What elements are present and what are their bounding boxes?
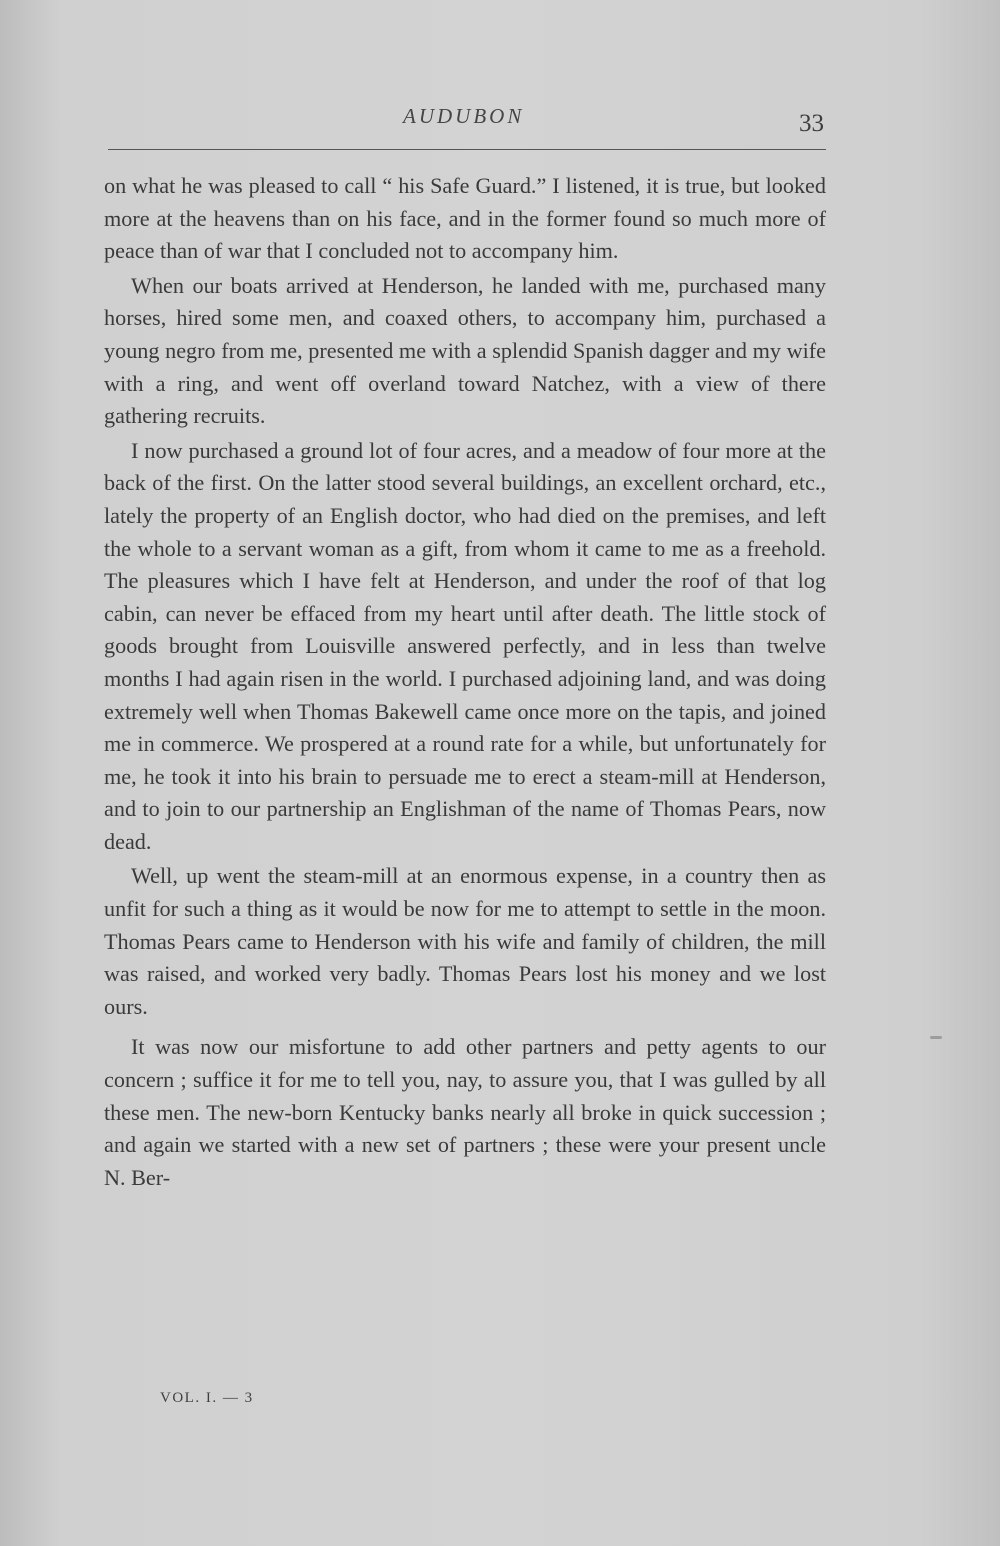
paragraph-3: I now purchased a ground lot of four acres, and a meadow of four more at the back of the first. On the latter stood several buildings, an excellent orchard, etc., lately the property of an English doctor, who had died on the premises, and left the whole to a servant woman as a gift, from whom it came to me as a freehold. The pleasures which I have felt at Henderson, and under the roof of that log cabin, can never be effaced from my heart until after death. The little stock of goods brought from Louisville answered perfectly, and in less than twelve months I had again risen in the world. I purchased adjoining land, and was doing extremely well when Thomas Bakewell came once more on the tapis, and joined me in commerce. We prospered at a round rate for a while, but unfortunately for me, he took it into his brain to persuade me to erect a steam-mill at Henderson, and to join to our partnership an Englishman of the name of Thomas Pears, now dead.	[104, 437, 826, 854]
running-head	[108, 104, 828, 148]
paper-speck	[930, 1036, 942, 1039]
running-title: AUDUBON	[403, 104, 525, 128]
header-rule	[108, 149, 826, 150]
paragraph-2: When our boats arrived at Henderson, he landed with me, purchased many horses, hired some men, and coaxed others, to accompany him, purchased a young negro from me, presented me with a splendid Spanish dagger and my wife with a ring, and went off overland toward Natchez, with a view of there gathering recruits.	[104, 272, 826, 429]
page-number: 33	[799, 110, 824, 137]
paragraph-5: It was now our misfortune to add other partners and petty agents to our concern ; suffice it for me to tell you, nay, to assure you, that I was gulled by all these men. The new-born Kentucky banks nearly all broke in quick succession ; and again we started with a new set of partners ; these were your present uncle N. Ber-	[104, 1034, 826, 1190]
body-text	[104, 170, 826, 1194]
signature-mark: VOL. I. — 3	[160, 1390, 254, 1406]
paragraph-4: Well, up went the steam-mill at an enormous expense, in a country then as unfit for such a thing as it would be now for me to attempt to settle in the moon. Thomas Pears came to Henderson with his wife and family of children, the mill was raised, and worked very badly. Thomas Pears lost his money and we lost ours.	[104, 863, 826, 1019]
paragraph-1: on what he was pleased to call “ his Safe Guard.” I listened, it is true, but looked more at the heavens than on his face, and in the former found so much more of peace than of war that I concluded not to accompany him.	[104, 173, 826, 264]
